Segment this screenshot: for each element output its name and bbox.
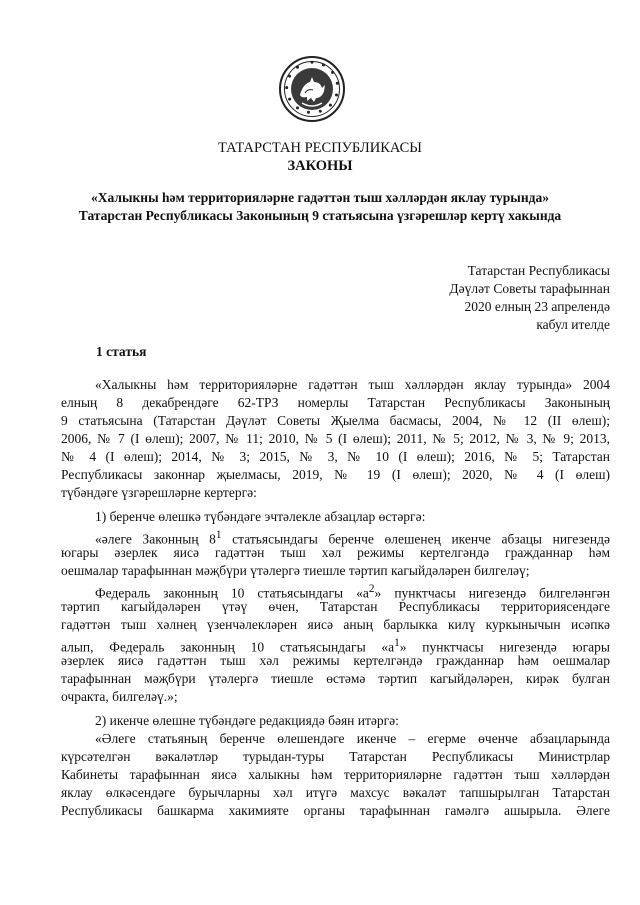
- amendment-item-2: 2) икенче өлешне түбәндәге редакциядә бәян итәргә:: [95, 713, 399, 728]
- body-line: 2006, № 7 (I өлеш); 2007, № 11; 2010, № 5 (I өлеш); 2011, № 5; 2012, № 3, № 9; 2013,: [61, 431, 610, 446]
- body-line: тарафыннан мәҗбүри үтәлергә тиешле өстәмә тәртип кагыйдәләрен, кирәк булган: [61, 671, 610, 686]
- body-line: 9 статьясына (Татарстан Дәүләт Советы Җыелма басмасы, 2004, № 12 (II өлеш);: [61, 413, 610, 428]
- republic-name: ТАТАРСТАН РЕСПУБЛИКАСЫ: [218, 140, 422, 156]
- body-line: югары әзерлек яисә гадәттән тыш хәл режимы кертелгәндә гражданнар һәм: [61, 545, 610, 560]
- adoption-line-3: 2020 елның 23 апрелендә: [464, 299, 610, 314]
- body-line: гадәттән тыш хәлнең үзенчәлекләрен яисә аның барлыкка килү куркынычын исәпкә: [61, 617, 610, 632]
- body-line: елның 8 декабрендәге 62-ТРЗ номерлы Татарстан Республикасы Законының: [61, 395, 610, 410]
- coat-of-arms-icon: [278, 55, 346, 123]
- adoption-line-2: Дәүләт Советы тарафыннан: [449, 281, 610, 296]
- body-line: оешмалар тарафыннан мәҗбүри үтәлергә тиешле тәртип кагыйдәләрен билгеләү;: [61, 563, 530, 578]
- adoption-line-4: кабул ителде: [536, 317, 610, 332]
- body-line: тәртип кагыйдәләрен үтәү өчен, Татарстан Республикасы территориясендәге: [61, 599, 610, 614]
- body-line: «әлеге Законның $8^1$ статьясындагы беренче өлешенең икенче абзацы нигезендә: [95, 529, 610, 547]
- body-line: Республикасы законнар җыелмасы, 2019, № 19 (I өлеш); 2020, № 4 (I өлеш): [61, 467, 610, 482]
- body-line: яклау өлкәсендәге бурычларны хәл итүгә махсус вәкаләт тапшырылган Татарстан: [61, 785, 610, 800]
- body-line: Федераль законның 10 статьясындагы «$а^2$» пунктчасы нигезендә билгеләнгән: [95, 583, 611, 601]
- article-title: 1 статья: [96, 344, 147, 359]
- body-line: әзерлек яисә гадәттән тыш хәл режимы кертелгәндә гражданнар һәм оешмалар: [61, 653, 610, 668]
- body-line: «Халыкны һәм территорияләрне гадәттән тыш хәлләрдән яклау турында» 2004: [95, 377, 610, 392]
- document-type: ЗАКОНЫ: [287, 158, 353, 174]
- body-line: № 4 (I өлеш); 2014, № 3; 2015, № 3, № 10 (I өлеш); 2016, № 5; Татарстан: [61, 449, 610, 464]
- body-line: Республикасы башкарма хакимияте органы тарафыннан гамәлгә ашырыла. Әлеге: [61, 803, 610, 818]
- body-line: күрсәтелгән вәкаләтләр турыдан-туры Татарстан Республикасы Министрлар: [61, 749, 610, 764]
- body-line: Кабинеты тарафыннан яисә халыкны һәм территорияләрне гадәттән тыш хәлләрдән: [61, 767, 610, 782]
- law-subject-line-2: Татарстан Республикасы Законының 9 статьясына үзгәрешләр кертү хакында: [78, 208, 562, 223]
- body-line: алып, Федераль законның 10 статьясындагы «$а^1$» пунктчасы нигезендә югары: [61, 637, 610, 655]
- adoption-line-1: Татарстан Республикасы: [467, 263, 610, 278]
- law-subject-line-1: «Халыкны һәм территорияләрне гадәттән тыш хәлләрдән яклау турында»: [91, 190, 549, 205]
- amendment-item-1: 1) беренче өлешкә түбәндәге эчтәлекле абзацлар өстәргә:: [95, 509, 426, 524]
- body-line: түбәндәге үзгәрешләрне кертергә:: [61, 485, 257, 500]
- body-line: очракта, билгеләү.»;: [61, 689, 178, 704]
- body-line: «Әлеге статьяның беренче өлешендәге икенче – егерме өченче абзацларында: [95, 731, 610, 746]
